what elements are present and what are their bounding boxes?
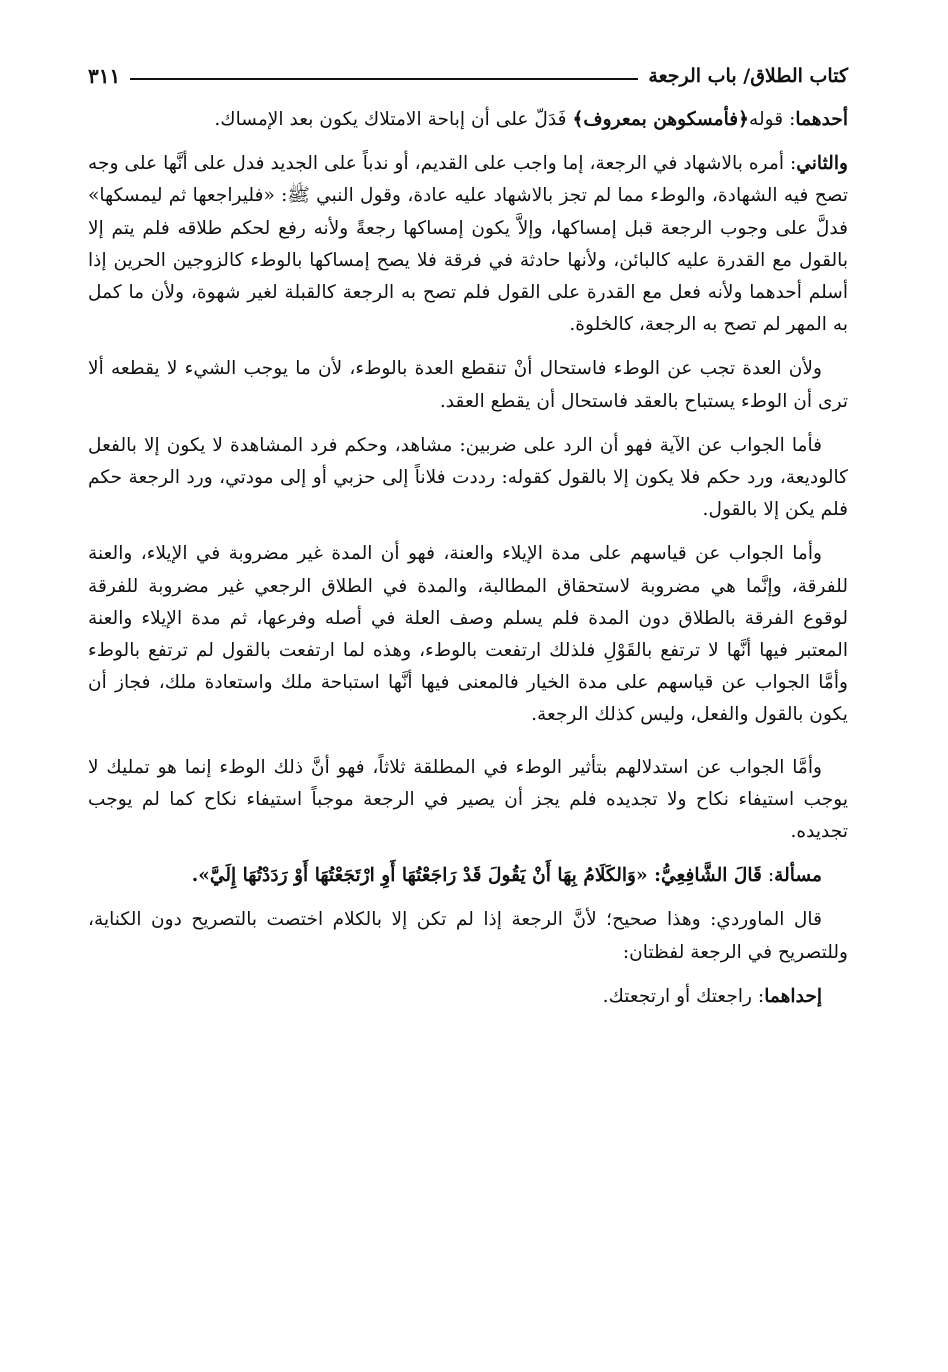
paragraph-4 [88, 430, 848, 527]
paragraph-text: : راجعتك أو ارتجعتك. [602, 985, 765, 1007]
paragraph-text: قال الماوردي: وهذا صحيح؛ لأنَّ الرجعة إذا لم تكن إلا بالكلام اختصت بالتصريح دون الكناية، وللتصريح في الرجعة لفظتان: [88, 909, 848, 963]
paragraph-3 [88, 353, 848, 417]
shafii-quote: «وَالكَلَامُ بِهَا أَنْ يَقُولَ قَدْ رَاجَعْتُهَا أَوِ ارْتَجَعْتُهَا أَوْ رَدَدْتُهَا إِلَيَّ». [191, 865, 655, 887]
paragraph-1 [88, 104, 848, 136]
header-title: كتاب الطلاق/ باب الرجعة [648, 65, 848, 87]
header-rule [130, 78, 638, 80]
paragraph-9 [88, 981, 848, 1013]
paragraph-5 [88, 538, 848, 731]
paragraph-2 [88, 148, 848, 341]
shafii-quote-lead: قَالَ الشَّافِعِيُّ: [654, 865, 762, 887]
page-number: ٣١١ [88, 64, 121, 88]
paragraph-text: وأمَّا الجواب عن استدلالهم بتأثير الوطء في المطلقة ثلاثاً، فهو أنَّ ذلك الوطء إنما هو تمليك لا يوجب استيفاء نكاح ولا تجديده فلم يجز أن يصير في الرجعة موجباً استيفاء نكاح كما لم يوجب تجديده. [88, 756, 848, 843]
paragraph-lead: والثاني [796, 153, 848, 175]
paragraph-lead: مسألة [774, 865, 822, 887]
paragraph-lead: إحداهما [764, 985, 822, 1007]
paragraph-text: : أمره بالاشهاد في الرجعة، إما واجب على القديم، أو ندباً على الجديد فدل على أنَّها على وجه تصح فيه الشهادة، والوطء مما لم تجز بالاشهاد عليه عادة، وقول النبي ﷺ: «فليراجعها ثم ليمسكها» فدلَّ على وجوب الرجعة قبل إمساكها، وإلاَّ يكون إمساكها رجعةً ولأنه رفع لحكم طلاقه فلم يتم إلا بالقول مع القدرة عليه كالبائن، ولأنها حادثة في فرقة فلا يصح إمساكها بالوطء كالزوجين الحرين إذا أسلم أحدهما ولأنه فعل مع القدرة على القول فلم تصح به الرجعة كالقبلة لغير شهوة، ولأن ما كمل به المهر لم تصح به الرجعة، كالخلوة. [88, 153, 848, 336]
book-page [88, 56, 848, 1336]
paragraph-6 [88, 752, 848, 849]
quran-quote: ﴿فأمسكوهن بمعروف﴾ [572, 109, 750, 130]
paragraph-text: ولأن العدة تجب عن الوطء فاستحال أنْ تنقطع العدة بالوطء، لأن ما يوجب الشيء لا يقطعه ألا ترى أن الوطء يستباح بالعقد فاستحال أن يقطع العقد. [88, 358, 848, 412]
paragraph-text: فأما الجواب عن الآية فهو أن الرد على ضربين: مشاهد، وحكم فرد المشاهدة لا يكون إلا بالفعل كالوديعة، ورد حكم فلا يكون إلا بالقول كقوله: رددت فلاناً إلى حزبي أو إلى مودتي، ورد الرجعة حكم فلم يكن إلا بالقول. [88, 434, 848, 521]
paragraph-text: : قوله [749, 109, 796, 130]
paragraph-text: وأما الجواب عن قياسهم على مدة الإيلاء والعنة، فهو أن المدة غير مضروبة في الإيلاء، والعنة للفرقة، وإنَّما هي مضروبة لاستحقاق المطالبة، والمدة في الطلاق الرجعي غير مضروبة للفرقة لوقوع الفرقة بالطلاق دون المدة فلم يسلم وصف العلة في أصله وفرعها، ثم مدة الإيلاء والعنة المعتبر فيها أنَّها لا ترتفع بالقَوْلِ فلذلك ارتفعت بالوطء، وهذه لما ارتفعت بالقول لم ترتفع بالوطء وأمَّا الجواب عن قياسهم على مدة الخيار فالمعنى فيها أنَّها استباحة ملك واستعادة ملك، فجاز أن يكون بالقول والفعل، وليس كذلك الرجعة. [88, 543, 848, 726]
paragraph-8 [88, 904, 848, 968]
paragraph-text: فَدَلّ على أن إباحة الامتلاك يكون بعد الإمساك. [214, 109, 573, 130]
page-body [88, 104, 848, 1013]
running-header [88, 56, 848, 96]
paragraph-lead: أحدهما [795, 109, 848, 130]
paragraph-text: : [761, 865, 775, 887]
paragraph-masala [88, 860, 848, 892]
